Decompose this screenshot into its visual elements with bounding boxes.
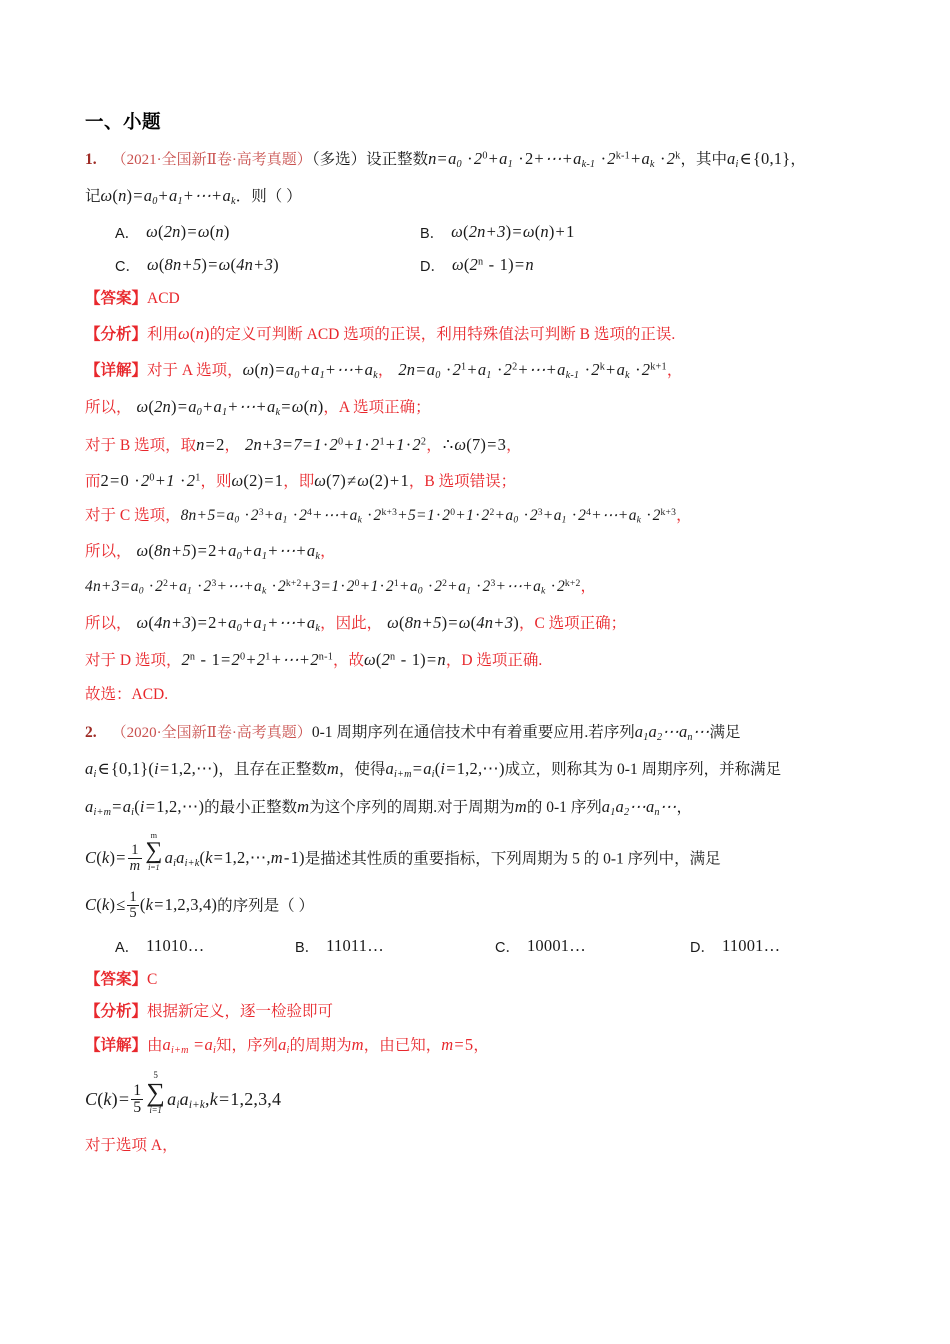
problem-2-detail-c: 的周期为 (289, 1037, 352, 1055)
problem-1-number: 1. (85, 151, 97, 168)
problem-2-detail-formula-1: $a_{i+m} =a_i$ (162, 1035, 217, 1057)
problem-2-option-d[interactable] (690, 936, 780, 957)
problem-1-stem-tail2: ， (790, 151, 806, 168)
problem-1-detail-formula-13: $\omega(4n+3)=2+a_0+a_1+\cdots+a_k$ (136, 612, 321, 634)
problem-2-formula-ck-cond: C(k)≤ $\frac{1}{5}$ (k=1,2,3,4) (85, 888, 218, 921)
problem-1-type-tag: （多选） (311, 151, 367, 168)
problem-2-option-c-key: C． (495, 940, 520, 957)
problem-1-detail-line-2 (85, 395, 880, 420)
problem-1-er: 而 (85, 472, 101, 490)
problem-2-detail-b: 知，序列 (216, 1037, 279, 1055)
problem-1-detail-formula-7: $2=0 \cdot 2^0+1 \cdot 2^1$ (100, 470, 201, 490)
problem-2-formula-ck-final: C(k)= $\frac{1}{5}$ 5 ∑ i=1 $a_ia_{i+k},k=1,2,3,4$ (85, 1069, 282, 1117)
problem-2-answer-label: 【答案】 (85, 971, 148, 989)
problem-1-detail-line-1: 【详解】对于 A 选项，$\omega(n)=a_0+a_1+\cdots+a_k$， $2n=a_0 \cdot 2^1+a_1$ $\cdot 2^2+\cdots+a_{k-1} \cdot 2^k+a_k \cdot 2^{k+1}$， (85, 359, 683, 381)
problem-1-stem-line-2 (85, 184, 880, 209)
problem-2-option-d-key: D． (690, 940, 715, 957)
problem-1-detail-line-7: $4n+3=a_0 \cdot 2^2+a_1$ $\cdot 2^3+\cdots+a_k \cdot 2^{k+2}+3=1\cdot 2^0+1\cdot 2^1+a_0 \cdot 2^2+a_1$ $\cdot 2^3+\cdots+a_k \cdot 2^{k+2}$， (85, 578, 597, 597)
problem-2-detail-line-2 (85, 1071, 880, 1117)
problem-2 (85, 720, 880, 1157)
problem-2-stem-line-4 (85, 832, 880, 874)
problem-1-final-text: 故选：ACD. (85, 686, 169, 703)
problem-1-ze: ，则 (200, 472, 232, 490)
problem-2-detail-formula-2: $a_i$ (278, 1035, 290, 1057)
problem-1-c-lead: 对于 C 选项， (85, 506, 181, 524)
problem-2-source: （2020·全国新Ⅱ卷·高考真题） (111, 725, 312, 741)
problem-2-stem-2b: ，使得 (339, 761, 386, 779)
problem-1-option-a-formula: ω(2n)=ω(n) (146, 221, 230, 241)
problem-1-option-a[interactable] (115, 222, 420, 243)
problem-2-formula-ai: $a_i\in\{0,1\}(i=1,2,\cdots)$ (85, 759, 219, 781)
problem-1-option-b-key: B． (420, 225, 445, 242)
problem-1-detail-formula-10: $8n+5=a_0 \cdot 2^3+a_1$ $\cdot 2^4+\cdots+a_k \cdot 2^{k+3}+5=1\cdot 2^0+1\cdot 2^2+a_0 \cdot 2^3+a_1$ $\cdot 2^4+\cdots+a_k \cdot 2^{k+3}$ (180, 506, 677, 526)
problem-1-detail-line-4 (85, 469, 880, 493)
problem-2-option-a-value: 11010… (146, 936, 205, 956)
problem-1-ji: ，即 (283, 472, 315, 490)
section-title: 一、小题 (85, 113, 162, 133)
problem-1-option-d-formula: ω(2$^n$ - 1)=n (451, 254, 534, 274)
problem-2-stem-3d: ， (676, 798, 692, 816)
problem-1-stem-formula-2: $a_i\in\{0,1\}$ (726, 149, 791, 170)
problem-2-formula-m: m (326, 759, 339, 779)
problem-2-detail-label: 【详解】 (85, 1037, 148, 1055)
problem-2-formula-aim: $a_{i+m}=a_i(i=1,2,\cdots)$ (385, 759, 505, 781)
problem-2-answer-value: C (147, 971, 158, 989)
problem-1-detail-formula-9: ω(7)≠ω(2)+1 (314, 470, 409, 490)
problem-1-detail-label: 【详解】 (85, 361, 148, 379)
problem-1-gu: ，故 (333, 652, 365, 669)
problem-1-options-row-2 (85, 255, 880, 276)
problem-2-option-a[interactable] (115, 936, 295, 957)
problem-2-last-line (85, 1135, 880, 1157)
problem-2-formula-m3: m (514, 796, 527, 816)
problem-1-c-ok: ，C 选项正确； (518, 614, 627, 632)
problem-2-stem-line-1 (85, 720, 880, 745)
problem-2-detail-d: ，由已知， (363, 1037, 442, 1055)
problem-1-so-2: 所以， (85, 542, 132, 560)
problem-1-b-lead: 对于 B 选项，取 (85, 436, 197, 454)
problem-1-stem-line2-lead: 记 (85, 188, 101, 206)
problem-1-detail-formula-14: ω(8n+5)=ω(4n+3) (387, 612, 519, 632)
problem-1-b-bad: ，B 选项错误； (408, 472, 517, 490)
problem-2-analysis (85, 1001, 880, 1023)
problem-1-stem-line-1 (85, 147, 880, 172)
problem-1-option-d[interactable] (420, 255, 534, 276)
problem-1-detail-line-5: 对于 C 选项，$8n+5=a_0 \cdot 2^3+a_1$ $\cdot 2^4+\cdots+a_k \cdot 2^{k+3}+5=1\cdot 2^0+1\cdot 2^2+a_0 \cdot 2^3+a_1$ $\cdot 2^4+\cdots+a_k \cdot 2^{k+3}$， (85, 506, 692, 526)
problem-1-option-c[interactable] (115, 255, 420, 276)
problem-1-final-answer (85, 684, 880, 706)
problem-1-yinci: ，因此， (320, 614, 383, 632)
problem-1-a-ok: ，A 选项正确； (323, 399, 431, 417)
problem-2-stem-line-3 (85, 795, 880, 820)
problem-1-analysis-label: 【分析】 (85, 325, 148, 343)
problem-2-detail-line-1 (85, 1033, 880, 1058)
problem-2-detail-e: ， (473, 1037, 489, 1055)
problem-1-detail-formula-2: $2n=a_0 \cdot 2^1+a_1$ $\cdot 2^2+\cdots+a_{k-1} \cdot 2^k+a_k \cdot 2^{k+1}$ (398, 359, 667, 381)
problem-2-option-b[interactable] (295, 936, 495, 957)
problem-1 (85, 147, 880, 706)
problem-2-stem-4: 是描述其性质的重要指标，下列周期为 5 的 0-1 序列中，满足 (304, 850, 721, 868)
problem-2-stem-5: 的序列是（ ） (217, 897, 315, 915)
problem-2-answer (85, 969, 880, 991)
problem-2-seq-formula-2: $a_1a_2\cdots a_n\cdots$ (601, 796, 677, 818)
problem-1-detail-line-3: 对于 B 选项，取n=2， $2n+3=7=1\cdot 2^0+1\cdot 2^1+1\cdot 2^2$，∴ω(7)=3， (85, 434, 522, 454)
problem-2-stem-1b: 满足 (709, 724, 741, 741)
problem-2-analysis-label: 【分析】 (85, 1003, 148, 1021)
problem-2-option-d-value: 11001… (721, 936, 781, 956)
problem-1-so-3: 所以， (85, 614, 132, 632)
problem-1-detail-formula-8: ω(2)=1 (231, 470, 284, 490)
problem-1-detail-formula-11: $\omega(8n+5)=2+a_0+a_1+\cdots+a_k$ (136, 540, 321, 562)
problem-2-option-a-key: A． (115, 940, 140, 957)
problem-1-stem-formula-3: $\omega(n)=a_0+a_1+\cdots+a_k$ (100, 186, 236, 208)
problem-1-option-a-key: A． (115, 225, 140, 242)
problem-2-detail-formula-3: m (351, 1035, 364, 1055)
problem-1-analysis (85, 322, 880, 346)
problem-1-answer-label: 【答案】 (85, 289, 148, 307)
problem-2-analysis-text: 根据新定义，逐一检验即可 (147, 1003, 334, 1021)
problem-1-detail-formula-16: ω(2$^n$ - 1)=n (364, 650, 446, 669)
problem-1-detail-formula-15: $2^n - 1=2^0+2^1+\cdots+2^{n-1}$ (181, 650, 334, 669)
problem-1-stem-line2-tail: ．则（ ） (235, 188, 302, 206)
problem-2-stem-3c: 的 0-1 序列 (526, 798, 602, 816)
problem-1-analysis-formula: ω(n) (178, 323, 210, 343)
problem-1-so-1: 所以， (85, 399, 132, 417)
problem-1-detail-formula-5: $2n+3=7=1\cdot 2^0+1\cdot 2^1+1\cdot 2^2$ (245, 434, 427, 454)
problem-1-analysis-part-b: 的定义可判断 ACD 选项的正误，利用特殊值法可判断 B 选项的正误. (209, 325, 676, 343)
problem-2-detail-formula-4: m=5 (441, 1035, 474, 1055)
problem-1-option-b[interactable] (420, 222, 575, 243)
problem-1-option-c-key: C． (115, 258, 140, 275)
problem-1-detail-lead: 对于 A 选项， (147, 361, 243, 379)
problem-2-stem-2a: ，且存在正整数 (218, 761, 327, 779)
problem-1-d-lead: 对于 D 选项， (85, 652, 182, 669)
problem-2-stem-line-5 (85, 890, 880, 921)
problem-1-detail-formula-6: ∴ω(7)=3 (442, 434, 507, 454)
problem-2-stem-2c: 成立，则称其为 0-1 周期序列，并称满足 (504, 761, 782, 779)
problem-2-stem-1a: 0-1 周期序列在通信技术中有着重要应用.若序列 (311, 724, 635, 741)
problem-2-last-text: 对于选项 A， (85, 1136, 178, 1154)
problem-1-stem-formula-1: $n=a_0 \cdot 2^0+a_1$ $\cdot 2+\cdots+a_{k-1} \cdot 2^{k-1}+a_k \cdot 2^k$ (428, 149, 681, 170)
problem-1-detail-line-8 (85, 611, 880, 636)
problem-2-options-row (85, 936, 880, 957)
problem-1-source: （2021·全国新Ⅱ卷·高考真题） (111, 152, 312, 168)
problem-2-option-c[interactable] (495, 936, 690, 957)
problem-1-d-ok: ，D 选项正确. (445, 652, 543, 669)
problem-2-option-b-value: 11011… (326, 936, 384, 956)
problem-2-stem-line-2 (85, 757, 880, 782)
problem-2-number: 2. (85, 724, 97, 741)
problem-2-formula-ck-def: C(k)= $\frac{1}{m}$ m ∑ i=1 $a_ia_{i+k}(k=1,2,\cdots,m-1)$ (85, 831, 305, 874)
problem-2-seq-formula-1: $a_1a_2\cdots a_n\cdots$ (634, 722, 710, 743)
problem-1-detail-formula-1: $\omega(n)=a_0+a_1+\cdots+a_k$ (242, 359, 378, 381)
problem-1-analysis-part-a: 利用 (147, 325, 179, 343)
problem-1-options-row-1 (85, 222, 880, 243)
problem-1-detail-line-6: 所以， $\omega(8n+5)=2+a_0+a_1+\cdots+a_k$， (85, 540, 336, 562)
problem-2-detail-a: 由 (147, 1037, 163, 1055)
problem-2-formula-m2: m (297, 796, 310, 816)
problem-1-detail-formula-12: $4n+3=a_0 \cdot 2^2+a_1$ $\cdot 2^3+\cdots+a_k \cdot 2^{k+2}+3=1\cdot 2^0+1\cdot 2^1+a_0 \cdot 2^2+a_1$ $\cdot 2^3+\cdots+a_k \cdot 2^{k+2}$ (85, 578, 581, 597)
problem-1-answer (85, 288, 880, 310)
problem-1-option-c-formula: ω(8n+5)=ω(4n+3) (146, 254, 279, 274)
problem-2-option-c-value: 10001… (526, 936, 586, 956)
problem-2-stem-3b: 为这个序列的周期.对于周期为 (309, 798, 515, 816)
problem-1-stem-lead: 设正整数 (366, 151, 429, 168)
problem-2-option-b-key: B． (295, 940, 320, 957)
problem-1-answer-value: ACD (147, 289, 180, 307)
problem-1-detail-line-9 (85, 648, 880, 672)
problem-1-option-d-key: D． (420, 258, 445, 275)
problem-1-stem-tail: ，其中 (680, 151, 727, 168)
problem-2-stem-3a: 的最小正整数 (204, 798, 298, 816)
problem-1-detail-formula-3: $\omega(2n)=a_0+a_1+\cdots+a_k=\omega(n)$ (136, 397, 324, 419)
problem-1-option-b-formula: ω(2n+3)=ω(n)+1 (451, 221, 575, 241)
problem-2-formula-aim2: $a_{i+m}=a_i(i=1,2,\cdots)$ (85, 796, 205, 818)
problem-1-b-mid: ， (224, 436, 241, 454)
problem-1-detail-formula-4: n=2 (196, 434, 225, 454)
